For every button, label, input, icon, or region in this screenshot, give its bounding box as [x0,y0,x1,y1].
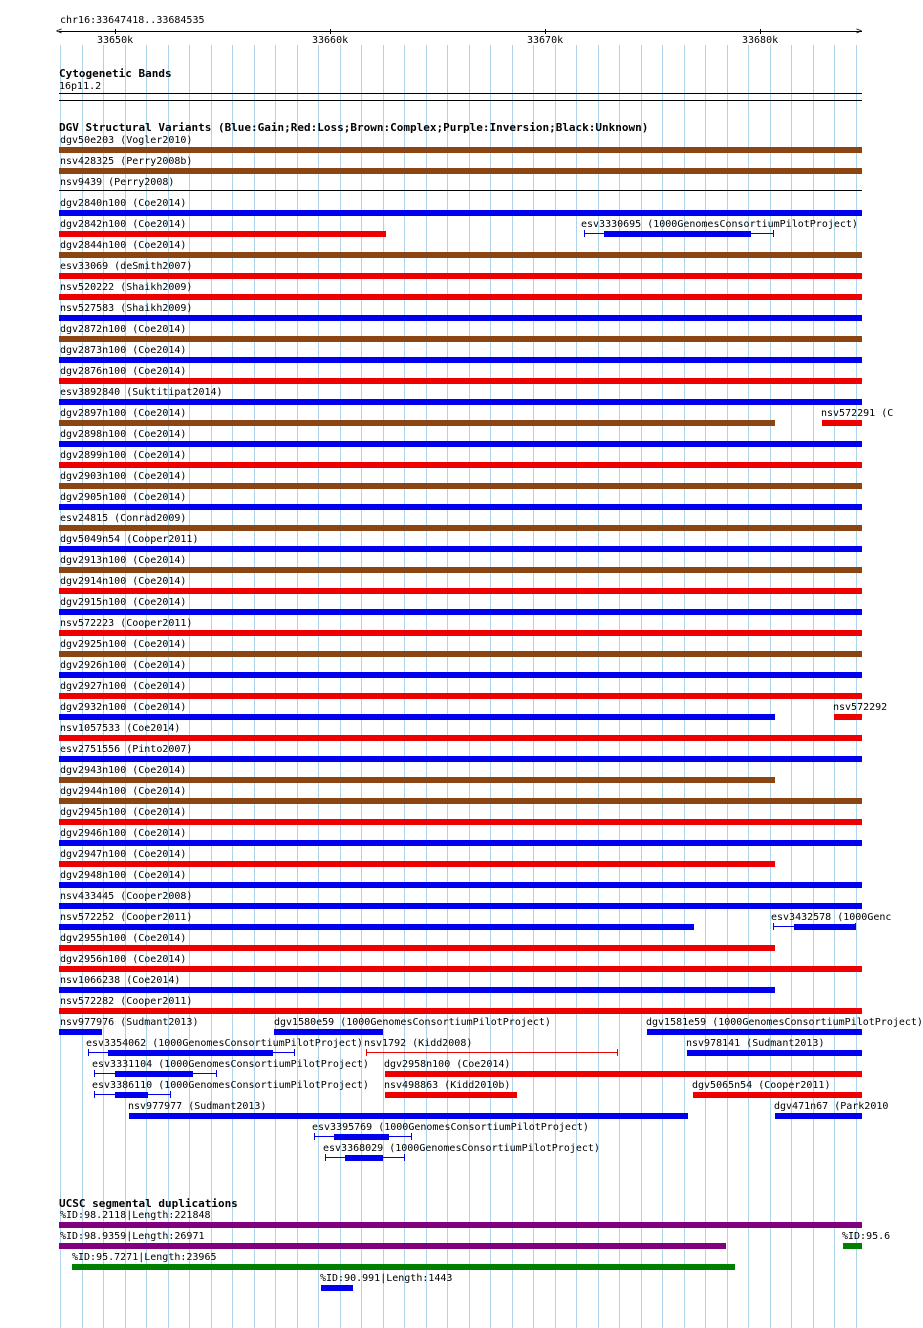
variant-label[interactable]: dgv2905n100 (Coe2014) [60,492,187,503]
variant-label[interactable]: dgv471n67 (Park2010 [774,1101,889,1112]
variant-bar[interactable] [59,252,862,258]
variant-label[interactable]: nsv572223 (Cooper2011) [60,618,193,629]
variant-bar[interactable] [604,231,751,237]
ruler-tick [545,29,546,34]
feature-end-tick [617,1049,618,1056]
feature-end-tick [294,1049,295,1056]
variant-bar[interactable] [822,420,862,426]
variant-label[interactable]: dgv2943n100 (Coe2014) [60,765,187,776]
ruler-tick-label: 33680k [742,35,779,46]
variant-label[interactable]: dgv2955n100 (Coe2014) [60,933,187,944]
cytobands-track-title: Cytogenetic Bands [59,67,172,80]
variant-label[interactable]: nsv977977 (Sudmant2013) [128,1101,267,1112]
variant-label[interactable]: nsv572252 (Cooper2011) [60,912,193,923]
variant-bar[interactable] [115,1071,193,1077]
variant-bar[interactable] [108,1050,273,1056]
variant-bar[interactable] [59,630,862,636]
variant-bar[interactable] [59,210,862,216]
variant-bar[interactable] [59,504,862,510]
variant-bar[interactable] [59,190,862,191]
variant-label[interactable]: dgv2948n100 (Coe2014) [60,870,187,881]
variant-label[interactable]: dgv2876n100 (Coe2014) [60,366,187,377]
variant-label[interactable]: dgv2842n100 (Coe2014) [60,219,187,230]
position-label: chr16:33647418..33684535 [60,15,205,26]
variant-label[interactable]: esv3432578 (1000Genc [771,912,892,923]
variant-bar[interactable] [647,1029,862,1035]
variant-bar[interactable] [59,609,862,615]
variant-bar[interactable] [59,546,862,552]
variant-bar[interactable] [59,777,775,783]
segdup-bar[interactable] [59,1222,862,1228]
segdup-label[interactable]: %ID:95.6 [842,1231,891,1242]
feature-end-tick [325,1154,326,1161]
variant-bar[interactable] [334,1134,389,1140]
variant-bar[interactable] [59,483,862,489]
variant-bar[interactable] [59,798,862,804]
ruler-tick-label: 33650k [97,35,134,46]
feature-end-tick [411,1133,412,1140]
variant-bar[interactable] [59,651,862,657]
variant-label[interactable]: esv3395769 (1000GenomesConsortiumPilotProject) [312,1122,589,1133]
cytoband-outline-bottom [59,100,862,101]
variant-label[interactable]: nsv1792 (Kidd2008) [364,1038,473,1049]
feature-end-tick [94,1070,95,1077]
variant-label[interactable]: nsv428325 (Perry2008b) [60,156,193,167]
dgv-track-title: DGV Structural Variants (Blue:Gain;Red:Loss;Brown:Complex;Purple:Inversion;Black:Unknown) [59,121,649,134]
ruler-tick [760,29,761,34]
variant-label[interactable]: nsv433445 (Cooper2008) [60,891,193,902]
variant-label[interactable]: esv3368029 (1000GenomesConsortiumPilotProject) [323,1143,600,1154]
variant-label[interactable]: esv3386110 (1000GenomesConsortiumPilotProject) [92,1080,369,1091]
variant-label[interactable]: esv3330695 (1000GenomesConsortiumPilotProject) [581,219,858,230]
variant-bar[interactable] [59,819,862,825]
variant-label[interactable]: dgv2899n100 (Coe2014) [60,450,187,461]
variant-label[interactable]: esv33069 (deSmith2007) [60,261,193,272]
variant-label[interactable]: dgv2872n100 (Coe2014) [60,324,187,335]
feature-end-tick [216,1070,217,1077]
feature-end-tick [773,923,774,930]
variant-bar[interactable] [775,1113,862,1119]
variant-label[interactable]: nsv9439 (Perry2008) [60,177,175,188]
variant-bar[interactable] [59,378,862,384]
variant-bar[interactable] [59,861,775,867]
variant-bar[interactable] [59,294,862,300]
variant-label[interactable]: nsv572292 [833,702,888,713]
variant-label[interactable]: dgv2945n100 (Coe2014) [60,807,187,818]
variant-bar[interactable] [59,693,862,699]
variant-label[interactable]: dgv1580e59 (1000GenomesConsortiumPilotProject) [274,1017,551,1028]
variant-label[interactable]: dgv2947n100 (Coe2014) [60,849,187,860]
variant-bar[interactable] [59,756,862,762]
variant-bar[interactable] [59,231,386,237]
variant-label[interactable]: dgv2897n100 (Coe2014) [60,408,187,419]
feature-end-tick [404,1154,405,1161]
variant-label[interactable]: nsv572282 (Cooper2011) [60,996,193,1007]
variant-bar[interactable] [385,1092,517,1098]
ruler-tick [330,29,331,34]
variant-bar[interactable] [693,1092,862,1098]
feature-end-tick [314,1133,315,1140]
variant-label[interactable]: dgv2903n100 (Coe2014) [60,471,187,482]
variant-label[interactable]: dgv1581e59 (1000GenomesConsortiumPilotProject) [646,1017,923,1028]
variant-label[interactable]: dgv2958n100 (Coe2014) [384,1059,511,1070]
variant-label[interactable]: esv2751556 (Pinto2007) [60,744,193,755]
feature-end-tick [855,923,856,930]
variant-bar[interactable] [59,945,775,951]
variant-label[interactable]: dgv2915n100 (Coe2014) [60,597,187,608]
variant-bar[interactable] [59,525,862,531]
variant-bar[interactable] [59,966,862,972]
feature-end-tick [88,1049,89,1056]
variant-label[interactable]: dgv2925n100 (Coe2014) [60,639,187,650]
segdup-label[interactable]: %ID:98.2118|Length:221848 [60,1210,211,1221]
variant-label[interactable]: nsv520222 (Shaikh2009) [60,282,193,293]
variant-bar[interactable] [59,399,862,405]
feature-end-tick [584,230,585,237]
variant-label[interactable]: dgv5065n54 (Cooper2011) [692,1080,831,1091]
variant-label[interactable]: esv24815 (Conrad2009) [60,513,187,524]
ruler-tick [115,29,116,34]
variant-label[interactable]: nsv572291 (C [821,408,894,419]
variant-label[interactable]: dgv2926n100 (Coe2014) [60,660,187,671]
variant-label[interactable]: nsv527583 (Shaikh2009) [60,303,193,314]
variant-bar[interactable] [59,336,862,342]
variant-bar[interactable] [59,462,862,468]
variant-label[interactable]: nsv1066238 (Coe2014) [60,975,181,986]
ruler-right-arrow-icon: > [856,26,863,37]
variant-bar[interactable] [59,924,694,930]
variant-bar[interactable] [59,1008,862,1014]
segdup-bar[interactable] [321,1285,353,1291]
variant-bar[interactable] [59,420,775,426]
segdup-label[interactable]: %ID:90.991|Length:1443 [320,1273,453,1284]
variant-label[interactable]: esv3331104 (1000GenomesConsortiumPilotProject) [92,1059,369,1070]
cytoband-outline-top [59,93,862,94]
variant-label[interactable]: dgv2844n100 (Coe2014) [60,240,187,251]
cytoband-label: 16p11.2 [59,81,102,92]
feature-end-tick [170,1091,171,1098]
segdup-bar[interactable] [843,1243,862,1249]
variant-label[interactable]: dgv2914n100 (Coe2014) [60,576,187,587]
variant-label[interactable]: nsv1057533 (Coe2014) [60,723,181,734]
variant-bar[interactable] [59,567,862,573]
variant-label[interactable]: dgv2873n100 (Coe2014) [60,345,187,356]
variant-bar[interactable] [129,1113,688,1119]
variant-bar[interactable] [59,1029,102,1035]
variant-bar[interactable] [59,273,862,279]
variant-label[interactable]: dgv2840n100 (Coe2014) [60,198,187,209]
variant-bar[interactable] [834,714,862,720]
variant-label[interactable]: dgv2932n100 (Coe2014) [60,702,187,713]
variant-bar[interactable] [59,735,862,741]
variant-label[interactable]: dgv50e203 (Vogler2010) [60,135,193,146]
ruler-tick-label: 33660k [312,35,349,46]
variant-bar[interactable] [274,1029,383,1035]
variant-bar[interactable] [59,588,862,594]
segdup-bar[interactable] [72,1264,735,1270]
variant-label[interactable]: dgv2956n100 (Coe2014) [60,954,187,965]
variant-bar[interactable] [59,672,862,678]
variant-bar[interactable] [59,987,775,993]
variant-bar[interactable] [385,1071,862,1077]
variant-bar[interactable] [59,714,775,720]
variant-label[interactable]: esv3892840 (Suktitipat2014) [60,387,223,398]
variant-label[interactable]: nsv978141 (Sudmant2013) [686,1038,825,1049]
segdup-label[interactable]: %ID:95.7271|Length:23965 [72,1252,217,1263]
variant-label[interactable]: dgv2913n100 (Coe2014) [60,555,187,566]
variant-label[interactable]: dgv2946n100 (Coe2014) [60,828,187,839]
segdup-bar[interactable] [59,1243,726,1249]
feature-end-tick [366,1049,367,1056]
ruler-axis [59,31,862,32]
variant-bar[interactable] [59,168,862,174]
variant-label[interactable]: dgv2898n100 (Coe2014) [60,429,187,440]
variant-bar[interactable] [59,147,862,153]
variant-bar[interactable] [59,903,862,909]
variant-bar[interactable] [59,315,862,321]
variant-label[interactable]: nsv498863 (Kidd2010b) [384,1080,511,1091]
variant-bar[interactable] [59,840,862,846]
variant-bar[interactable] [794,924,855,930]
variant-label[interactable]: esv3354062 (1000GenomesConsortiumPilotProject) [86,1038,363,1049]
variant-label[interactable]: dgv5049n54 (Cooper2011) [60,534,199,545]
feature-end-tick [94,1091,95,1098]
variant-bar[interactable] [59,441,862,447]
variant-bar[interactable] [115,1092,148,1098]
variant-label[interactable]: dgv2927n100 (Coe2014) [60,681,187,692]
variant-bar[interactable] [345,1155,383,1161]
segdup-track-title: UCSC segmental duplications [59,1197,238,1210]
variant-bar[interactable] [687,1050,862,1056]
variant-label[interactable]: nsv977976 (Sudmant2013) [60,1017,199,1028]
variant-line[interactable] [366,1052,617,1053]
feature-end-tick [773,230,774,237]
segdup-label[interactable]: %ID:98.9359|Length:26971 [60,1231,205,1242]
ruler-left-arrow-icon: < [56,26,63,37]
variant-bar[interactable] [59,357,862,363]
variant-label[interactable]: dgv2944n100 (Coe2014) [60,786,187,797]
variant-bar[interactable] [59,882,862,888]
ruler-tick-label: 33670k [527,35,564,46]
